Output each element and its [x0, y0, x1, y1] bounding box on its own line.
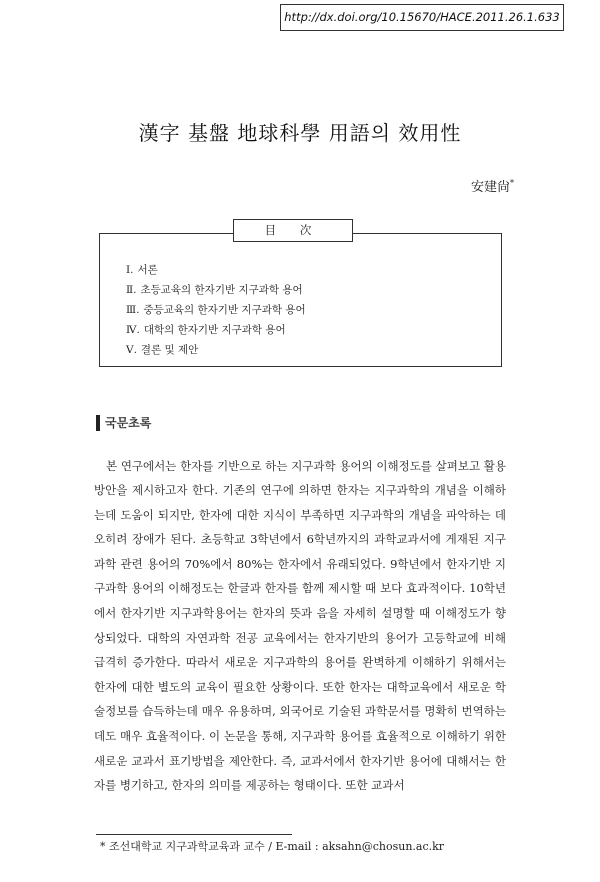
toc-item-number: Ⅲ.	[126, 304, 140, 316]
abstract-body: 본 연구에서는 한자를 기반으로 하는 지구과학 용어의 이해정도를 살펴보고 활용방안을 제시하고자 한다. 기존의 연구에 의하면 한자는 지구과학의 개념을 이해하는데 도움이 되지만, 한자에 대한 지식이 부족하면 지구과학의 개념을 파악하는 데 오히려 장애가 된다. 초등학교 3학년에서 6학년까지의 과학교과서에 게재된 지구과학 관련 용어의 70%에서 80%는 한자에서 유래되었다. 9학년에서 한자기반 지구과학 용어의 이해정도는 한글과 한자를 함께 제시할 때 보다 효과적이다. 10학년에서 한자기반 지구과학용어는 한자의 뜻과 음을 자세히 설명할 때 이해정도가 향상되었다. 대학의 자연과학 전공 교육에서는 한자기반의 용어가 고등학교에 비해 급격히 증가한다. 따라서 새로운 지구과학의 용어를 완벽하게 이해하기 위해서는 한자에 대한 별도의 교육이 필요한 상황이다. 또한 한자는 대학교육에서 새로운 학술정보를 습득하는데 매우 유용하며, 외국어로 기술된 과학문서를 명확히 번역하는데도 매우 효율적이다. 이 논문을 통해, 지구과학 용어를 효율적으로 이해하기 위한 새로운 교과서 표기방법을 제안한다. 즉, 교과서에서 한자기반 용어에 대해서는 한자를 병기하고, 한자의 의미를 제공하는 형태이다. 또한 교과서	[94, 458, 506, 793]
toc-item	[126, 320, 306, 340]
author-text: 安建尙	[470, 180, 510, 195]
table-of-contents-list	[126, 260, 306, 360]
table-of-contents-title: 目 次	[233, 219, 353, 242]
author-footnote-mark: *	[510, 178, 514, 188]
author-name	[471, 176, 514, 195]
toc-item-number: Ⅳ.	[126, 324, 140, 336]
toc-item	[126, 300, 306, 320]
heading-bar-marker	[96, 415, 100, 431]
toc-item-label: 서론	[137, 264, 158, 276]
footnote-divider	[96, 834, 292, 835]
toc-item-label: 결론 및 제안	[140, 344, 199, 356]
author-footnote: * 조선대학교 지구과학교육과 교수 / E-mail : aksahn@chosun.ac.kr	[100, 840, 445, 853]
abstract-heading-text: 국문초록	[105, 416, 152, 430]
toc-item-number: Ⅱ.	[126, 284, 137, 296]
toc-item-label: 중등교육의 한자기반 지구과학 용어	[143, 304, 306, 316]
abstract-heading	[96, 414, 151, 431]
toc-item-number: Ⅴ.	[126, 344, 137, 356]
toc-item	[126, 260, 306, 280]
paper-title: 漢字 基盤 地球科學 用語의 效用性	[138, 121, 462, 145]
toc-item-label: 대학의 한자기반 지구과학 용어	[143, 324, 286, 336]
toc-item	[126, 280, 306, 300]
toc-item	[126, 340, 306, 360]
doi-link[interactable]: http://dx.doi.org/10.15670/HACE.2011.26.1.633	[280, 4, 564, 31]
toc-item-label: 초등교육의 한자기반 지구과학 용어	[140, 284, 303, 296]
toc-item-number: Ⅰ.	[126, 264, 134, 276]
